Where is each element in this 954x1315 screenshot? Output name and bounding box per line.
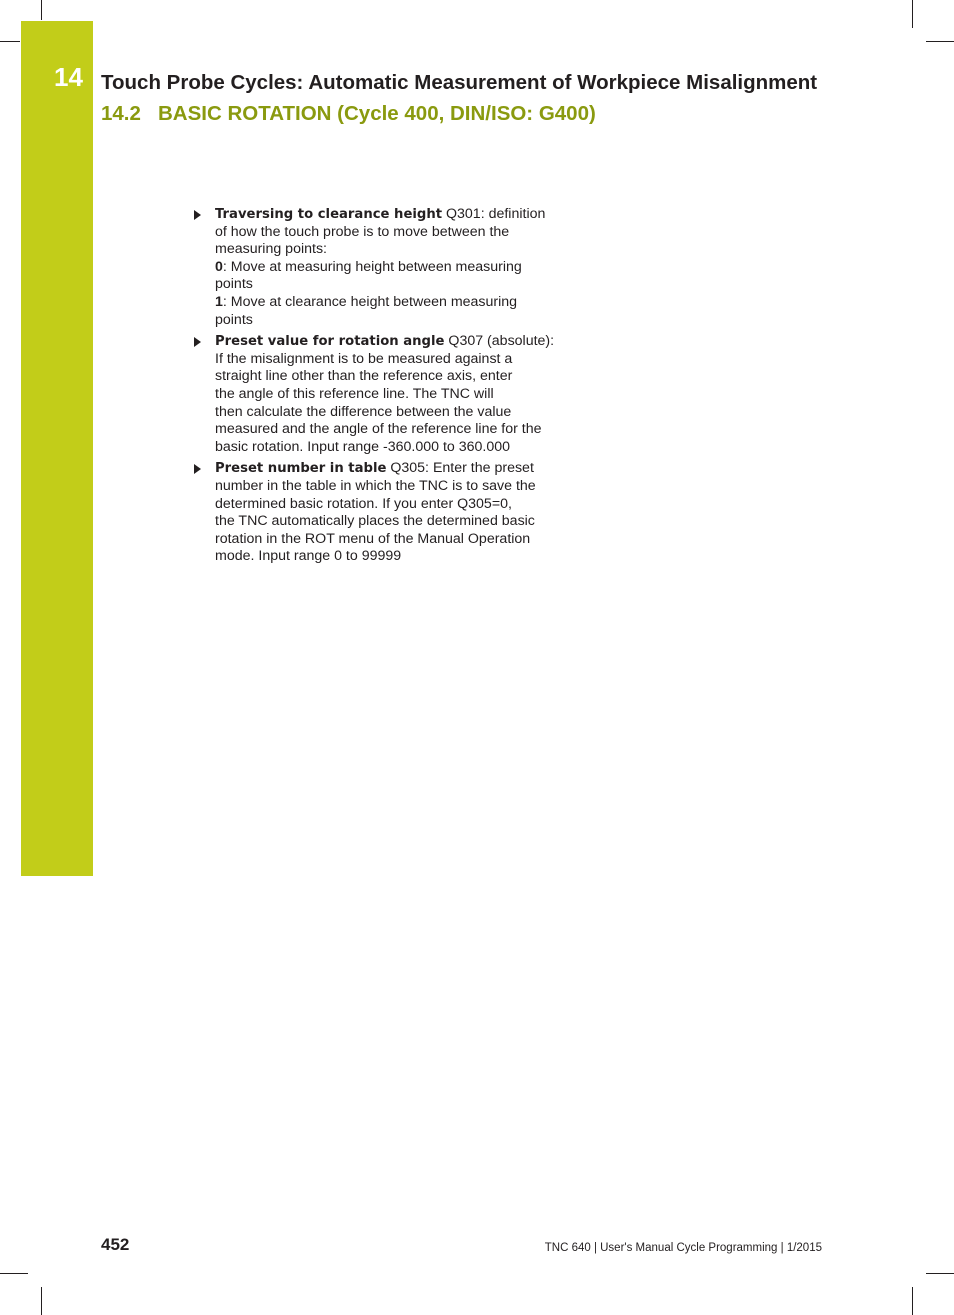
param-line: If the misalignment is to be measured against a [215,350,513,367]
param-item [194,460,574,566]
param-line: points [215,311,253,328]
triangle-bullet-icon [194,464,201,474]
param-line [215,460,574,478]
param-name: Preset value for rotation angle [215,334,445,350]
param-option [215,259,574,277]
param-text: Q301: definition [442,206,546,222]
param-line: then calculate the difference between the value [215,403,512,420]
param-line: basic rotation. Input range -360.000 to 360.000 [215,438,511,455]
param-name: Preset number in table [215,461,387,477]
param-name: Traversing to clearance height [215,207,443,222]
option-text: : Move at clearance height between measuring [222,293,518,310]
footer-text: TNC 640 | User's Manual Cycle Programming | 1/2015 [544,1242,822,1254]
crop-mark [41,1287,42,1315]
param-line: determined basic rotation. If you enter Q305=0, [215,495,512,512]
section-title [101,102,596,126]
param-line: rotation in the ROT menu of the Manual Operation [215,530,531,547]
option-value: 1 [215,293,223,310]
param-line: number in the table in which the TNC is to save the [215,477,536,494]
crop-mark [0,41,20,42]
param-line: mode. Input range 0 to 99999 [215,548,402,565]
param-item [194,333,574,456]
crop-mark [926,1273,954,1274]
triangle-bullet-icon [194,210,201,220]
crop-mark [912,0,913,28]
crop-mark [0,1273,28,1274]
param-line: straight line other than the reference axis, enter [215,368,513,385]
param-text: Q307 (absolute): [444,333,555,350]
option-text: : Move at measuring height between measuring [222,258,522,275]
crop-mark [41,0,42,20]
chapter-number: 14 [54,62,83,92]
chapter-title: Touch Probe Cycles: Automatic Measurement of Workpiece Misalignment [101,71,818,94]
option-value: 0 [215,258,223,275]
triangle-bullet-icon [194,337,201,347]
param-line: measured and the angle of the reference line for the [215,421,542,438]
param-text: Q305: Enter the preset [386,460,534,477]
param-line [215,333,574,351]
param-line: measuring points: [215,241,327,258]
param-line: the TNC automatically places the determined basic [215,513,535,530]
param-line: points [215,276,253,293]
param-line: of how the touch probe is to move between the [215,223,510,240]
section-number: 14.2 [101,102,141,125]
section-title-text: BASIC ROTATION (Cycle 400, DIN/ISO: G400) [158,102,596,125]
chapter-tab [21,21,93,876]
page-number: 452 [101,1235,130,1254]
param-line: the angle of this reference line. The TNC will [215,385,494,402]
param-item [194,206,574,329]
crop-mark [926,41,954,42]
param-line [215,206,574,224]
param-option [215,294,574,312]
crop-mark [912,1287,913,1315]
parameter-list [194,206,574,570]
